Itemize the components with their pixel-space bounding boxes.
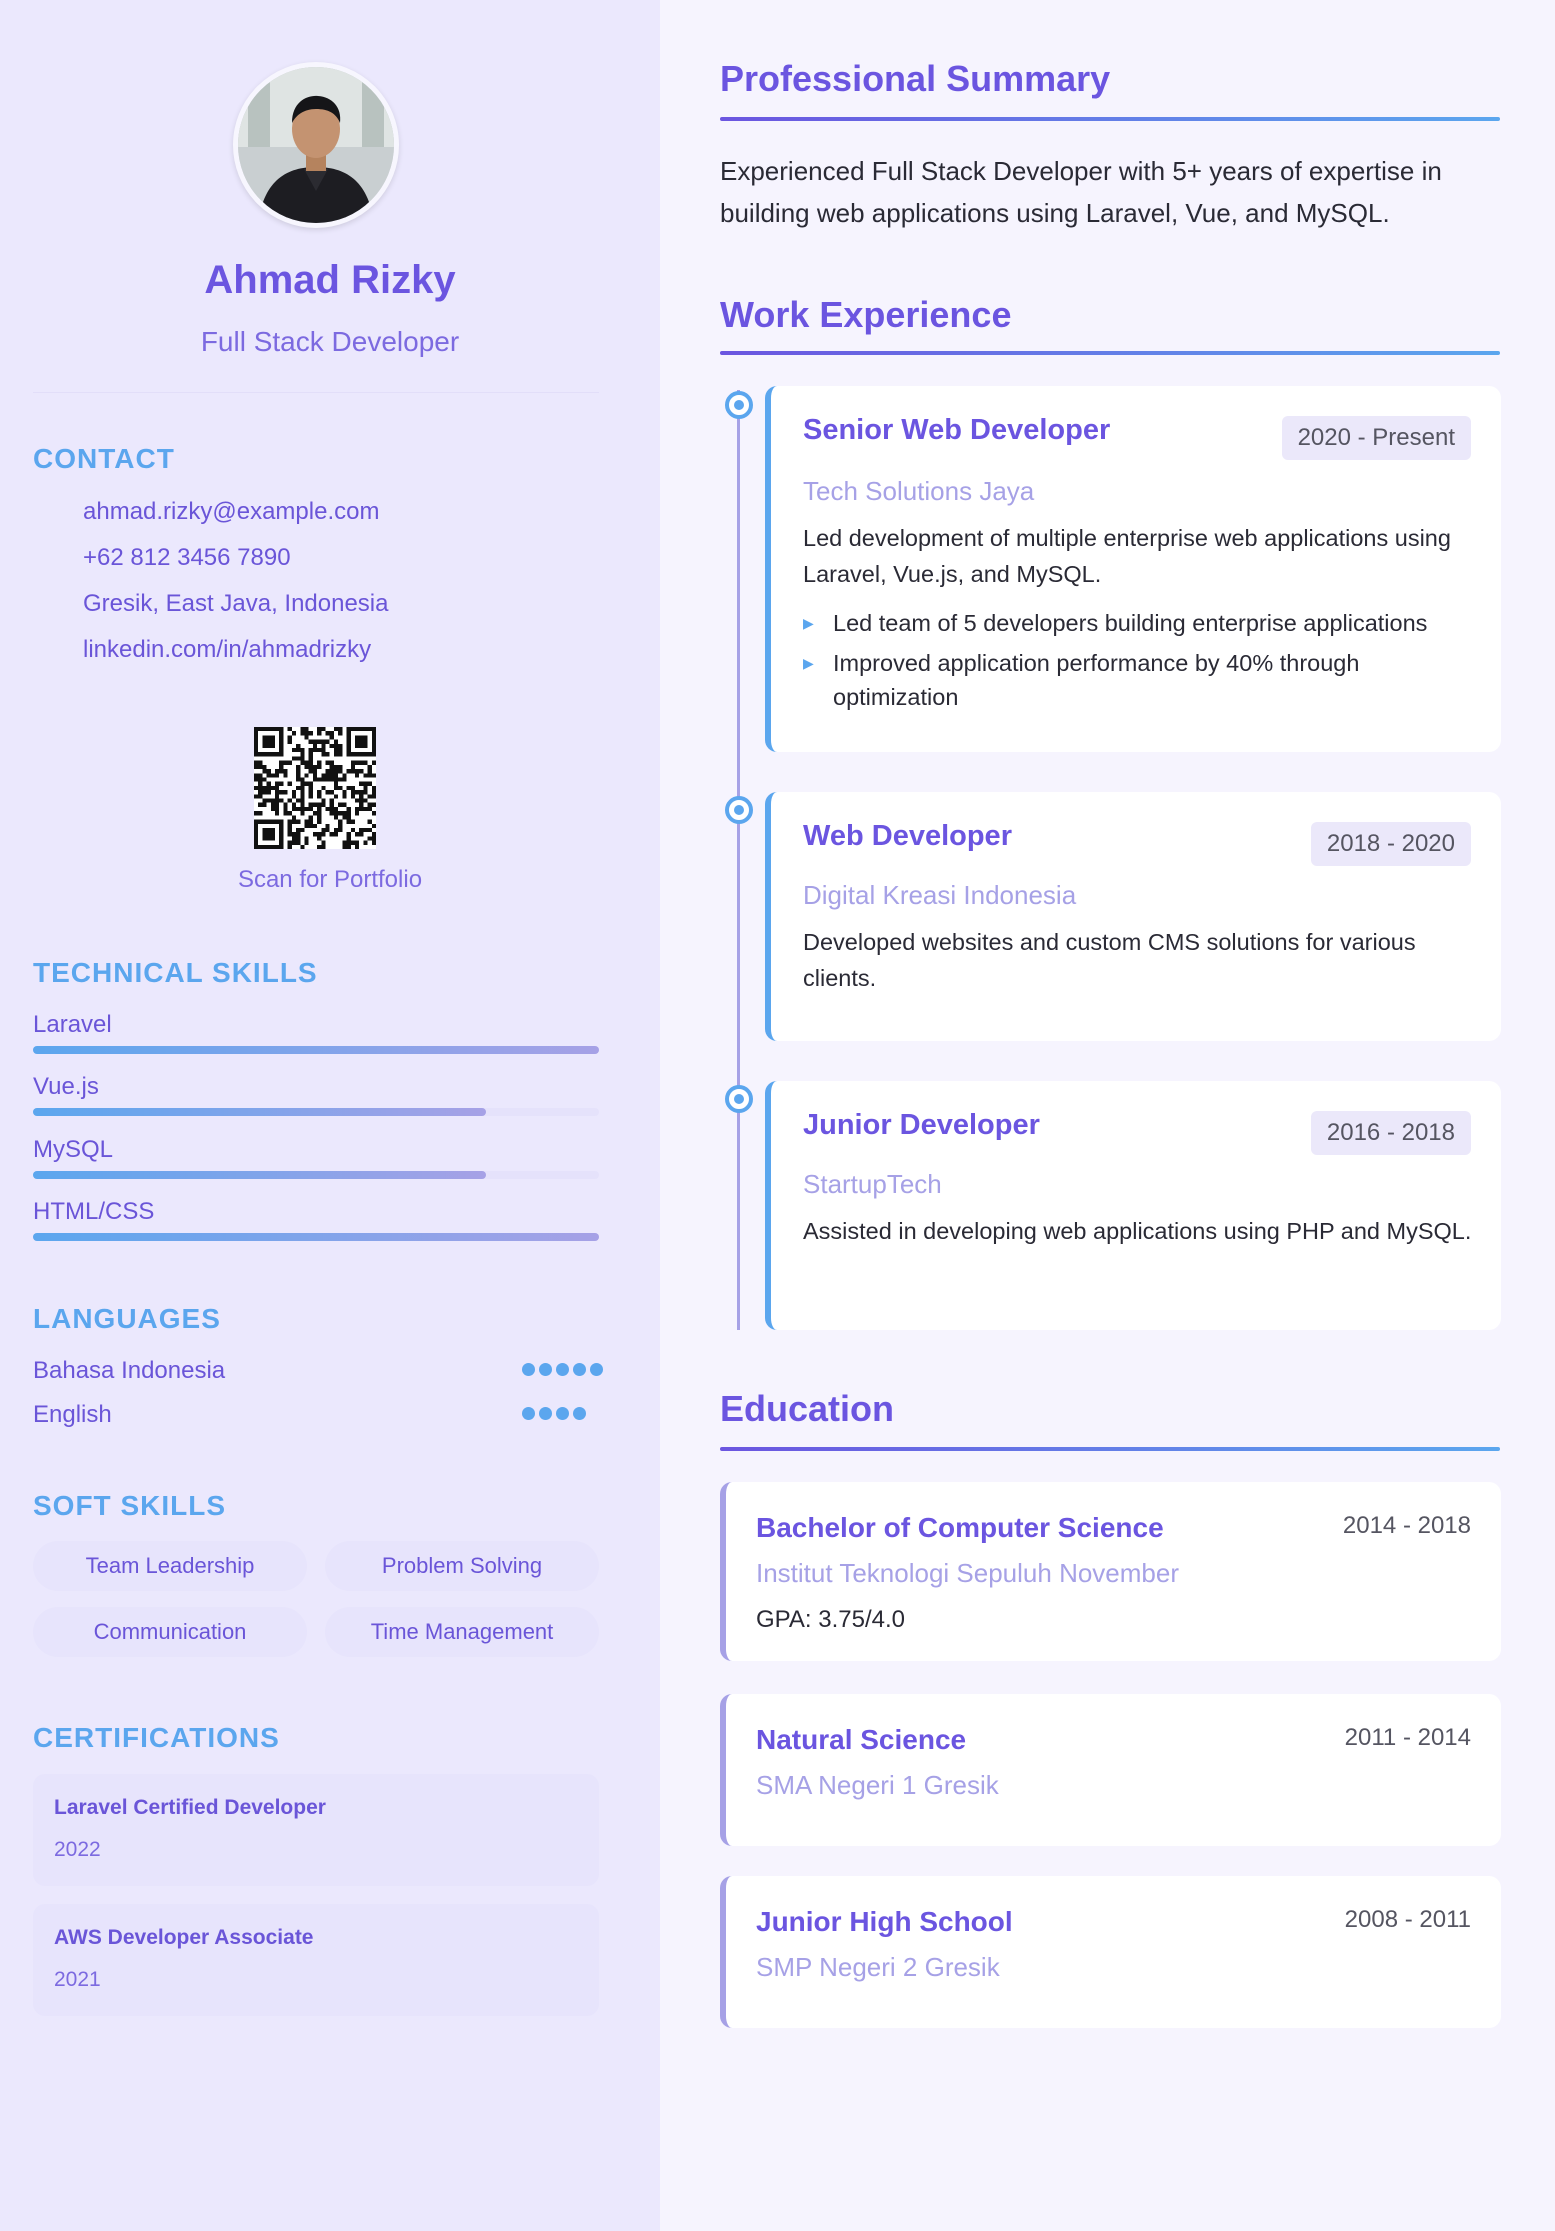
contact-location: Gresik, East Java, Indonesia (83, 590, 389, 617)
job-date-badge: 2020 - Present (1282, 416, 1471, 460)
portfolio-qr-code[interactable] (254, 727, 376, 849)
education-years: 2011 - 2014 (1344, 1724, 1471, 1751)
technical-skills-heading: TECHNICAL SKILLS (33, 957, 318, 988)
job-description: Assisted in developing web applications using PHP and MySQL. (803, 1218, 1472, 1244)
education-degree: Bachelor of Computer Science (756, 1512, 1164, 1543)
achievement-item: ▶ Led team of 5 developers building enterprise applications (803, 606, 1483, 640)
sidebar (0, 0, 660, 2231)
job-title: Web Developer (803, 820, 1012, 852)
profile-name: Ahmad Rizky (204, 258, 456, 302)
skill-label: Laravel (33, 1011, 112, 1038)
experience-heading: Work Experience (720, 294, 1012, 335)
job-card (765, 1081, 1501, 1330)
job-card (765, 792, 1501, 1041)
skill-bar-track (33, 1171, 599, 1179)
language-rating-dots (522, 1407, 586, 1420)
soft-skill-pill: Communication (33, 1607, 307, 1657)
rating-dot (573, 1407, 586, 1420)
summary-heading: Professional Summary (720, 58, 1111, 99)
certification-name: AWS Developer Associate (54, 1926, 314, 1949)
timeline-dot (725, 796, 753, 824)
education-years: 2008 - 2011 (1344, 1906, 1471, 1933)
skill-bar-track (33, 1233, 599, 1241)
certification-card (33, 1774, 599, 1886)
education-school: Institut Teknologi Sepuluh November (756, 1558, 1179, 1588)
contact-email[interactable]: ahmad.rizky@example.com (83, 498, 380, 525)
skill-label: HTML/CSS (33, 1198, 155, 1225)
certification-card (33, 1904, 599, 2016)
rating-dot (539, 1407, 552, 1420)
profile-photo (233, 62, 399, 228)
qr-caption: Scan for Portfolio (237, 866, 423, 893)
timeline-dot (725, 391, 753, 419)
contact-heading: CONTACT (33, 443, 175, 474)
job-title: Junior Developer (803, 1109, 1040, 1141)
education-card (720, 1876, 1501, 2028)
job-description: Developed websites and custom CMS solutions for various clients. (803, 929, 1416, 991)
job-company: Tech Solutions Jaya (803, 476, 1035, 506)
rating-dot (522, 1407, 535, 1420)
skill-bar-fill (33, 1108, 486, 1116)
education-school: SMA Negeri 1 Gresik (756, 1770, 999, 1800)
soft-skill-pill: Problem Solving (325, 1541, 599, 1591)
skill-bar-fill (33, 1046, 599, 1054)
education-heading: Education (720, 1388, 895, 1429)
section-rule (720, 1447, 1500, 1451)
section-rule (720, 351, 1500, 355)
soft-skill-pill: Time Management (325, 1607, 599, 1657)
profile-role: Full Stack Developer (200, 326, 460, 357)
education-years: 2014 - 2018 (1342, 1512, 1471, 1539)
contact-phone[interactable]: +62 812 3456 7890 (83, 544, 291, 571)
rating-dot (556, 1363, 569, 1376)
education-card (720, 1694, 1501, 1846)
rating-dot (556, 1407, 569, 1420)
rating-dot (539, 1363, 552, 1376)
skill-bar-fill (33, 1233, 599, 1241)
job-date-badge: 2018 - 2020 (1311, 822, 1471, 866)
job-date-badge: 2016 - 2018 (1311, 1111, 1471, 1155)
soft-skill-pill: Team Leadership (33, 1541, 307, 1591)
education-gpa: GPA: 3.75/4.0 (756, 1606, 905, 1633)
language-rating-dots (522, 1363, 603, 1376)
education-school: SMP Negeri 2 Gresik (756, 1952, 1000, 1982)
education-card (720, 1482, 1501, 1661)
education-degree: Natural Science (756, 1724, 967, 1755)
job-title: Senior Web Developer (803, 414, 1111, 446)
rating-dot (590, 1363, 603, 1376)
skill-label: Vue.js (33, 1073, 99, 1100)
education-degree: Junior High School (756, 1906, 1013, 1937)
language-name: Bahasa Indonesia (33, 1357, 226, 1384)
certification-name: Laravel Certified Developer (54, 1796, 326, 1819)
timeline-dot (725, 1085, 753, 1113)
language-name: English (33, 1401, 112, 1428)
skill-bar-track (33, 1108, 599, 1116)
certification-year: 2022 (54, 1838, 101, 1861)
job-company: StartupTech (803, 1169, 942, 1199)
rating-dot (573, 1363, 586, 1376)
timeline-line (737, 390, 740, 1330)
achievement-item: ▶ Improved application performance by 40% through optimization (803, 646, 1483, 714)
languages-heading: LANGUAGES (33, 1303, 221, 1334)
summary-text: Experienced Full Stack Developer with 5+ years of expertise in building web applications using Laravel, Vue, and MySQL. (720, 156, 1442, 228)
soft-skills-heading: SOFT SKILLS (33, 1490, 226, 1521)
skill-label: MySQL (33, 1136, 114, 1163)
skill-bar-track (33, 1046, 599, 1054)
certifications-heading: CERTIFICATIONS (33, 1722, 280, 1753)
job-company: Digital Kreasi Indonesia (803, 880, 1077, 910)
contact-linkedin[interactable]: linkedin.com/in/ahmadrizky (83, 636, 372, 663)
job-achievements (803, 606, 1483, 720)
job-description: Led development of multiple enterprise web applications using Laravel, Vue.js, and MySQL. (803, 525, 1451, 587)
certification-year: 2021 (54, 1968, 101, 1991)
rating-dot (522, 1363, 535, 1376)
sidebar-divider (33, 392, 599, 393)
skill-bar-fill (33, 1171, 486, 1179)
job-card (765, 386, 1501, 752)
section-rule (720, 117, 1500, 121)
